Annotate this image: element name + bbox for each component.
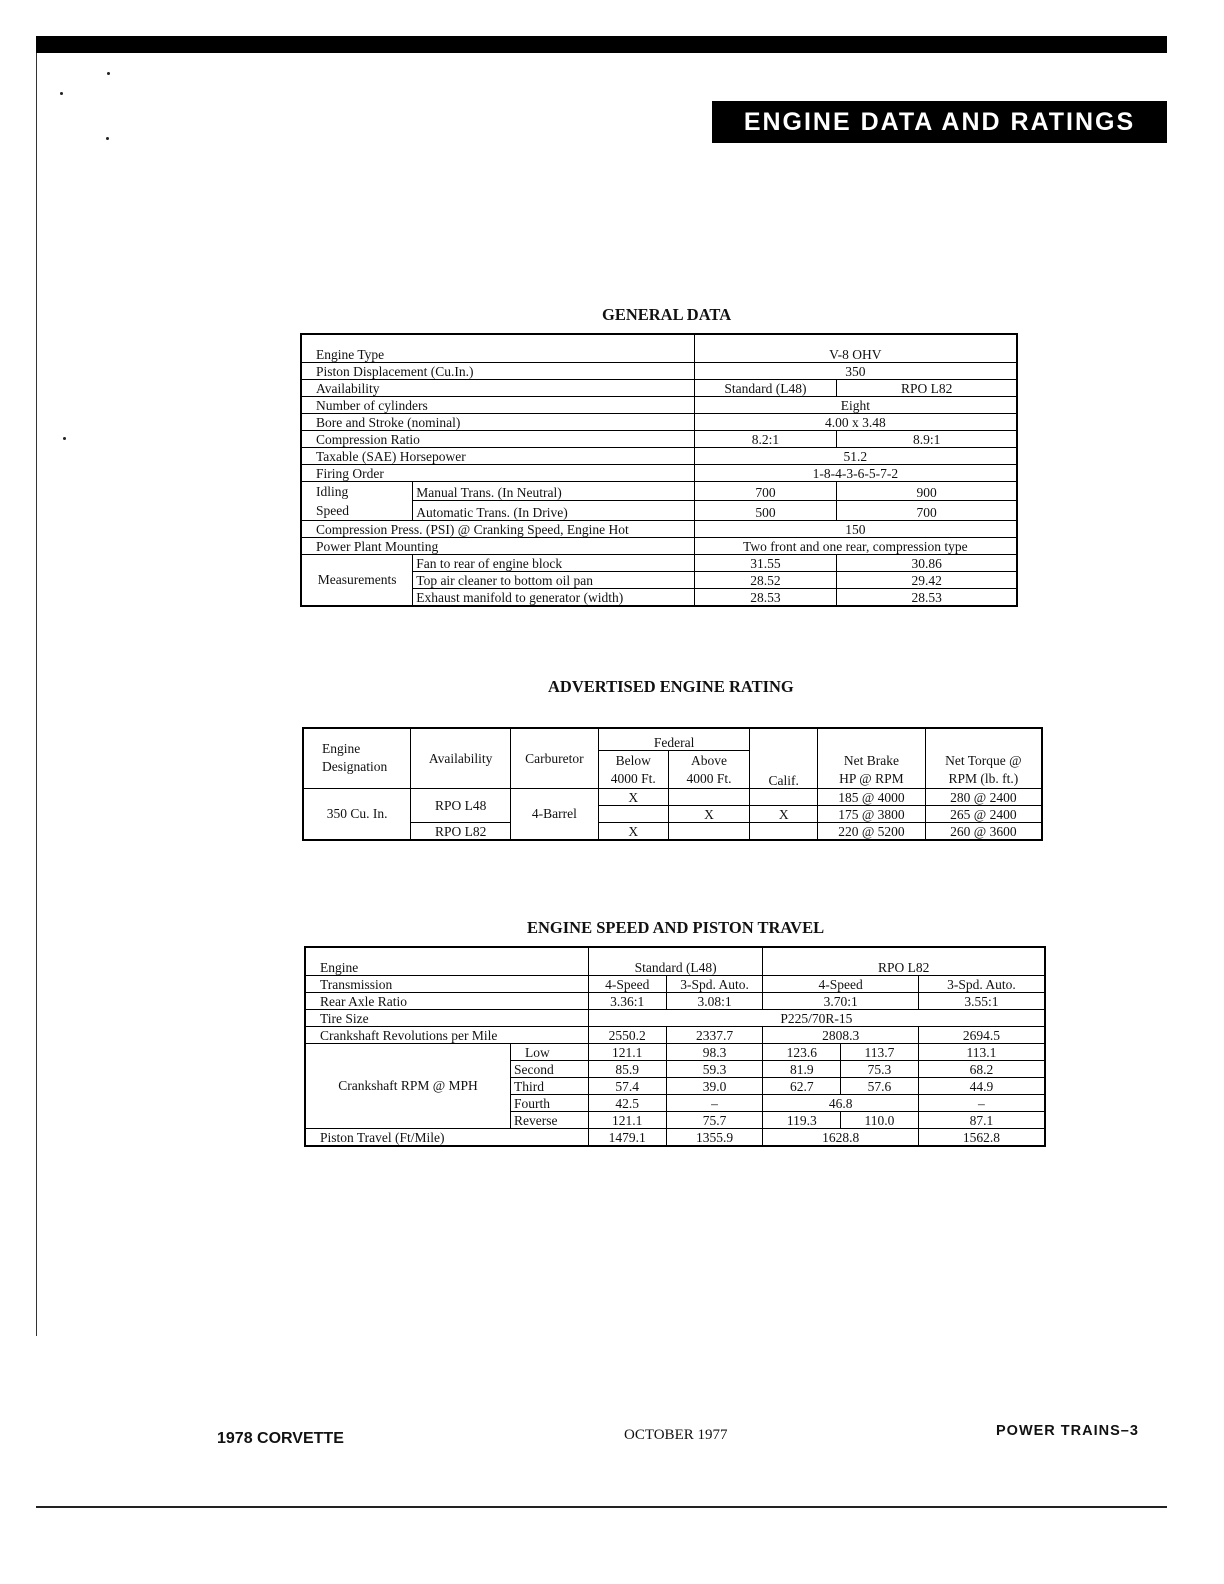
availability-l48: RPO L48	[411, 788, 511, 822]
col-header-carburetor: Carburetor	[511, 728, 599, 788]
cell-value	[598, 805, 668, 822]
cell-value: 2808.3	[763, 1026, 918, 1043]
header-line: Above	[691, 752, 727, 768]
cell-value: 75.3	[841, 1060, 919, 1077]
idling-label-line1: Idling	[316, 483, 349, 499]
gear-label: Reverse	[511, 1111, 589, 1128]
col-header-rpo: RPO L82	[763, 947, 1045, 975]
row-label: Piston Displacement (Cu.In.)	[301, 362, 694, 379]
cell-value	[668, 822, 750, 840]
table-row	[301, 520, 1017, 537]
cell-value: 29.42	[837, 571, 1017, 588]
cell-value: 1-8-4-3-6-5-7-2	[694, 464, 1017, 481]
col-header-availability: Availability	[411, 728, 511, 788]
cell-value: 119.3	[763, 1111, 841, 1128]
cell-value: 87.1	[918, 1111, 1045, 1128]
engine-speed-title: ENGINE SPEED AND PISTON TRAVEL	[527, 918, 825, 937]
header-line: 4000 Ft.	[686, 770, 732, 786]
cell-value: 265 @ 2400	[925, 805, 1042, 822]
cell-value: 85.9	[588, 1060, 666, 1077]
gear-label: Fourth	[511, 1094, 589, 1111]
top-rule	[36, 36, 1167, 53]
table-row	[301, 554, 1017, 571]
table-row	[301, 481, 1017, 501]
measurements-label: Measurements	[301, 554, 413, 606]
row-label: Taxable (SAE) Horsepower	[301, 447, 694, 464]
col-header-hp	[818, 728, 926, 788]
cell-value: Two front and one rear, compression type	[694, 537, 1017, 554]
row-label: Number of cylinders	[301, 396, 694, 413]
cell-value: 44.9	[918, 1077, 1045, 1094]
row-label: Power Plant Mounting	[301, 537, 694, 554]
gear-label: Third	[511, 1077, 589, 1094]
cell-value: 500	[694, 501, 837, 521]
cell-value: 4-Speed	[763, 975, 918, 992]
row-label: Transmission	[305, 975, 588, 992]
cell-value: 8.9:1	[837, 430, 1017, 447]
cell-value: 28.52	[694, 571, 837, 588]
row-label: Top air cleaner to bottom oil pan	[413, 571, 694, 588]
availability-l82: RPO L82	[411, 822, 511, 840]
footer-center: OCTOBER 1977	[624, 1427, 728, 1443]
row-label: Compression Ratio	[301, 430, 694, 447]
row-label: Tire Size	[305, 1009, 588, 1026]
col-header-torque	[925, 728, 1042, 788]
cell-value: 75.7	[666, 1111, 763, 1128]
cell-value: 260 @ 3600	[925, 822, 1042, 840]
cell-value	[750, 788, 818, 805]
table-row	[305, 1026, 1045, 1043]
cell-value: 1562.8	[918, 1128, 1045, 1146]
table-row	[305, 1009, 1045, 1026]
cell-value: 900	[837, 481, 1017, 501]
crankshaft-rpm-label: Crankshaft RPM @ MPH	[305, 1043, 511, 1128]
row-label: Firing Order	[301, 464, 694, 481]
general-data-table	[300, 333, 1018, 607]
col-header-calif: Calif.	[750, 728, 818, 788]
cell-value: Standard (L48)	[694, 379, 837, 396]
table-row	[301, 537, 1017, 554]
cell-value: –	[666, 1094, 763, 1111]
idling-label-line2: Speed	[316, 502, 349, 518]
gear-label: Low	[511, 1043, 589, 1060]
col-header-standard: Standard (L48)	[588, 947, 763, 975]
cell-value: 185 @ 4000	[818, 788, 926, 805]
cell-value: 2694.5	[918, 1026, 1045, 1043]
cell-value: 1479.1	[588, 1128, 666, 1146]
cell-value: 121.1	[588, 1043, 666, 1060]
header-line: HP @ RPM	[839, 770, 904, 786]
table-row	[301, 379, 1017, 396]
scan-speck	[63, 437, 66, 440]
cell-value: Eight	[694, 396, 1017, 413]
cell-value: 30.86	[837, 554, 1017, 571]
general-data-title: GENERAL DATA	[602, 305, 732, 324]
cell-value: 3.08:1	[666, 992, 763, 1009]
row-label: Engine Type	[301, 334, 694, 362]
cell-value: 350	[694, 362, 1017, 379]
cell-value: 123.6	[763, 1043, 841, 1060]
cell-value: X	[668, 805, 750, 822]
cell-value: 51.2	[694, 447, 1017, 464]
cell-value: 28.53	[837, 588, 1017, 606]
cell-value: 31.55	[694, 554, 837, 571]
cell-value: 113.1	[918, 1043, 1045, 1060]
cell-value: 3.36:1	[588, 992, 666, 1009]
table-row	[301, 396, 1017, 413]
cell-value: 57.4	[588, 1077, 666, 1094]
gear-label: Second	[511, 1060, 589, 1077]
row-label: Rear Axle Ratio	[305, 992, 588, 1009]
col-header-engine	[303, 728, 411, 788]
bottom-rule	[36, 1506, 1167, 1508]
row-label: Automatic Trans. (In Drive)	[413, 501, 694, 521]
header-line: Engine	[322, 741, 361, 757]
row-label: Exhaust manifold to generator (width)	[413, 588, 694, 606]
cell-value: 57.6	[841, 1077, 919, 1094]
cell-value: 1355.9	[666, 1128, 763, 1146]
row-label: Bore and Stroke (nominal)	[301, 413, 694, 430]
footer-right: POWER TRAINS–3	[996, 1423, 1139, 1439]
carburetor-value: 4-Barrel	[511, 788, 599, 840]
cell-value: 121.1	[588, 1111, 666, 1128]
cell-value: 220 @ 5200	[818, 822, 926, 840]
cell-value: 3-Spd. Auto.	[918, 975, 1045, 992]
cell-value: 68.2	[918, 1060, 1045, 1077]
advertised-rating-title: ADVERTISED ENGINE RATING	[548, 677, 794, 696]
cell-value: 280 @ 2400	[925, 788, 1042, 805]
header-line: Net Torque @	[945, 752, 1022, 768]
cell-value: 113.7	[841, 1043, 919, 1060]
cell-value: 81.9	[763, 1060, 841, 1077]
cell-value: 98.3	[666, 1043, 763, 1060]
row-label: Engine	[305, 947, 588, 975]
table-row	[303, 788, 1042, 805]
cell-value: 175 @ 3800	[818, 805, 926, 822]
idling-speed-label	[301, 481, 413, 520]
table-row	[305, 992, 1045, 1009]
col-header-below	[598, 750, 668, 788]
cell-value: 4-Speed	[588, 975, 666, 992]
header-line: 4000 Ft.	[610, 770, 656, 786]
col-header-federal: Federal	[598, 728, 750, 750]
cell-value: 3.70:1	[763, 992, 918, 1009]
cell-value: 4.00 x 3.48	[694, 413, 1017, 430]
scan-speck	[107, 72, 110, 75]
cell-value: X	[598, 788, 668, 805]
cell-value: 2337.7	[666, 1026, 763, 1043]
cell-value: 39.0	[666, 1077, 763, 1094]
advertised-rating-table	[302, 727, 1043, 841]
cell-value: X	[598, 822, 668, 840]
cell-value	[668, 788, 750, 805]
cell-value: 46.8	[763, 1094, 918, 1111]
col-header-above	[668, 750, 750, 788]
cell-value: 1628.8	[763, 1128, 918, 1146]
table-row	[301, 430, 1017, 447]
row-label: Manual Trans. (In Neutral)	[413, 481, 694, 501]
cell-value: 700	[694, 481, 837, 501]
cell-value: 700	[837, 501, 1017, 521]
cell-value: 3.55:1	[918, 992, 1045, 1009]
row-label: Piston Travel (Ft/Mile)	[305, 1128, 588, 1146]
left-rule	[36, 53, 37, 1336]
table-row	[305, 975, 1045, 992]
cell-value: V-8 OHV	[694, 334, 1017, 362]
cell-value: 62.7	[763, 1077, 841, 1094]
table-row	[301, 447, 1017, 464]
cell-value: 110.0	[841, 1111, 919, 1128]
cell-value: P225/70R-15	[588, 1009, 1045, 1026]
footer-left: 1978 CORVETTE	[217, 1430, 344, 1447]
cell-value: 3-Spd. Auto.	[666, 975, 763, 992]
row-label: Crankshaft Revolutions per Mile	[305, 1026, 588, 1043]
table-row	[305, 947, 1045, 975]
scan-speck	[106, 137, 109, 140]
header-line: Designation	[322, 759, 388, 775]
cell-value: 2550.2	[588, 1026, 666, 1043]
row-label: Fan to rear of engine block	[413, 554, 694, 571]
cell-value: 42.5	[588, 1094, 666, 1111]
cell-value: –	[918, 1094, 1045, 1111]
cell-value: 59.3	[666, 1060, 763, 1077]
cell-value: 8.2:1	[694, 430, 837, 447]
cell-value: 28.53	[694, 588, 837, 606]
cell-value	[750, 822, 818, 840]
table-row	[303, 728, 1042, 750]
scan-speck	[60, 92, 63, 95]
table-row	[301, 413, 1017, 430]
page-header-title: ENGINE DATA AND RATINGS	[712, 101, 1167, 143]
table-row	[305, 1128, 1045, 1146]
table-row	[301, 334, 1017, 362]
table-row	[301, 362, 1017, 379]
table-row	[301, 464, 1017, 481]
engine-designation: 350 Cu. In.	[303, 788, 411, 840]
cell-value: RPO L82	[837, 379, 1017, 396]
header-line: RPM (lb. ft.)	[948, 770, 1019, 786]
row-label: Compression Press. (PSI) @ Cranking Speed, Engine Hot	[301, 520, 694, 537]
engine-speed-table	[304, 946, 1046, 1147]
table-row	[305, 1043, 1045, 1060]
header-line: Below	[615, 752, 651, 768]
cell-value: X	[750, 805, 818, 822]
row-label: Availability	[301, 379, 694, 396]
table-row	[303, 822, 1042, 840]
cell-value: 150	[694, 520, 1017, 537]
header-line: Net Brake	[843, 752, 899, 768]
